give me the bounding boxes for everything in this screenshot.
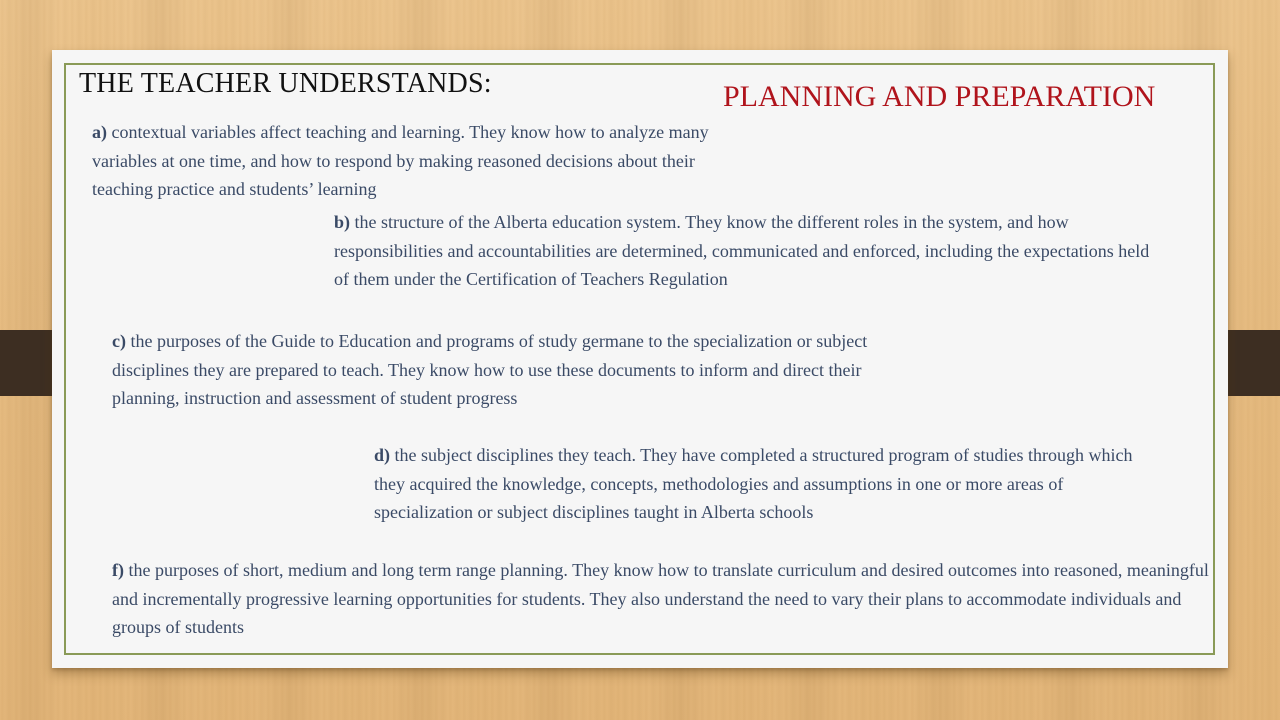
item-f	[112, 556, 1212, 642]
item-label: f)	[112, 560, 124, 580]
item-text: contextual variables affect teaching and learning. They know how to analyze many variables at one time, and how to respond by making reasoned decisions about their teaching practice and students’ learning	[92, 122, 709, 199]
item-a	[92, 118, 732, 204]
item-label: a)	[92, 122, 107, 142]
item-c	[112, 327, 882, 413]
slide-title: THE TEACHER UNDERSTANDS:	[79, 68, 492, 99]
item-label: c)	[112, 331, 126, 351]
slide-subtitle: PLANNING AND PREPARATION	[723, 80, 1156, 113]
item-text: the purposes of short, medium and long term range planning. They know how to translate curriculum and desired outcomes into reasoned, meaningful and incrementally progressive learning opportunities for students. They also understand the need to vary their plans to accommodate individuals and groups of students	[112, 560, 1209, 637]
item-label: b)	[334, 212, 351, 232]
item-text: the structure of the Alberta education system. They know the different roles in the system, and how responsibilities and accountabilities are determined, communicated and enforced, including the expectations held of them under the Certification of Teachers Regulation	[334, 212, 1150, 289]
item-text: the subject disciplines they teach. They have completed a structured program of studies through which they acquired the knowledge, concepts, methodologies and assumptions in one or more areas of specialization or subject disciplines taught in Alberta schools	[374, 445, 1133, 522]
item-b	[334, 208, 1164, 294]
item-label: d)	[374, 445, 391, 465]
item-text: the purposes of the Guide to Education and programs of study germane to the specialization or subject disciplines they are prepared to teach. They know how to use these documents to inform and direct their planning, instruction and assessment of student progress	[112, 331, 868, 408]
item-d	[374, 441, 1164, 527]
